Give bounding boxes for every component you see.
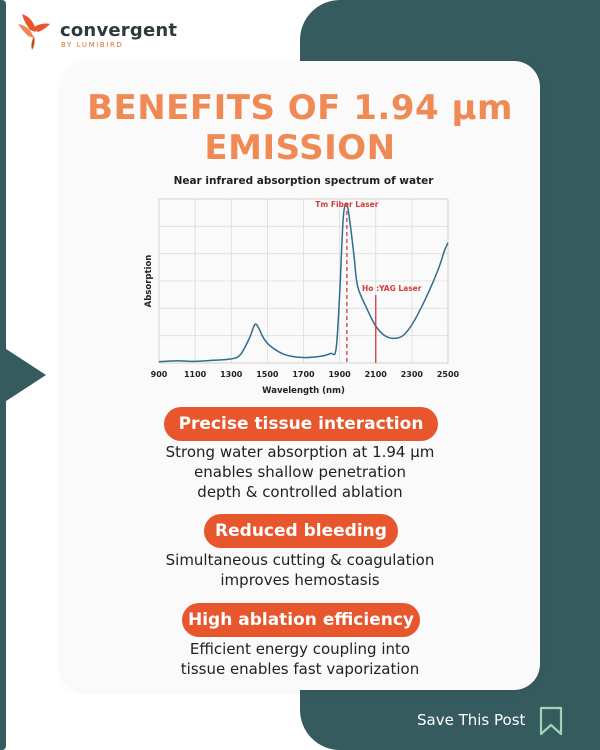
bird-logo-icon <box>14 8 54 52</box>
benefit-desc-2-line-2: improves hemostasis <box>220 571 380 589</box>
tm-laser-label: Tm Fiber Laser <box>315 200 379 209</box>
benefit-desc-3-line-2: tissue enables fast vaporization <box>180 660 420 678</box>
benefit-desc-3-line-1: Efficient energy coupling into <box>189 640 411 658</box>
benefit-desc-1-line-2: enables shallow penetration <box>194 463 406 481</box>
benefit-pill-2: Reduced bleeding <box>204 514 398 548</box>
x-tick-label: 2500 <box>436 370 460 379</box>
brand-tagline: BY LUMIBIRD <box>61 41 124 49</box>
title-line-1: BENEFITS OF 1.94 µm <box>87 88 513 128</box>
benefit-pill-1: Precise tissue interaction <box>164 407 438 441</box>
ho-laser-label: Ho :YAG Laser <box>362 284 422 293</box>
x-tick-label: 1100 <box>183 370 207 379</box>
x-tick-label: 900 <box>150 370 168 379</box>
chart-title: Near infrared absorption spectrum of water <box>173 175 434 187</box>
brand-logo <box>14 8 194 52</box>
x-tick-label: 1900 <box>328 370 351 379</box>
benefit-desc-1-line-3: depth & controlled ablation <box>197 483 403 501</box>
benefit-pill-3: High ablation efficiency <box>182 603 420 637</box>
benefit-desc-2 <box>100 550 500 590</box>
x-tick-label: 2100 <box>364 370 387 379</box>
y-axis-label: Absorption <box>144 254 154 308</box>
left-arrow-decoration <box>0 345 46 405</box>
benefit-desc-2-line-1: Simultaneous cutting & coagulation <box>165 551 435 569</box>
brand-name: convergent <box>60 20 178 41</box>
benefit-desc-1 <box>100 442 500 502</box>
page-title <box>0 88 600 168</box>
bookmark-icon[interactable] <box>538 706 564 736</box>
x-tick-label: 1300 <box>220 370 243 379</box>
benefit-desc-3 <box>100 639 500 679</box>
x-tick-label: 1700 <box>292 370 315 379</box>
x-tick-label: 2300 <box>400 370 424 379</box>
x-tick-label: 1500 <box>256 370 279 379</box>
title-line-2: EMISSION <box>204 128 396 168</box>
x-axis-label: Wavelength (nm) <box>262 386 345 396</box>
absorption-chart <box>130 170 470 400</box>
save-post-label[interactable]: Save This Post <box>417 711 526 729</box>
benefit-desc-1-line-1: Strong water absorption at 1.94 µm <box>165 443 435 461</box>
